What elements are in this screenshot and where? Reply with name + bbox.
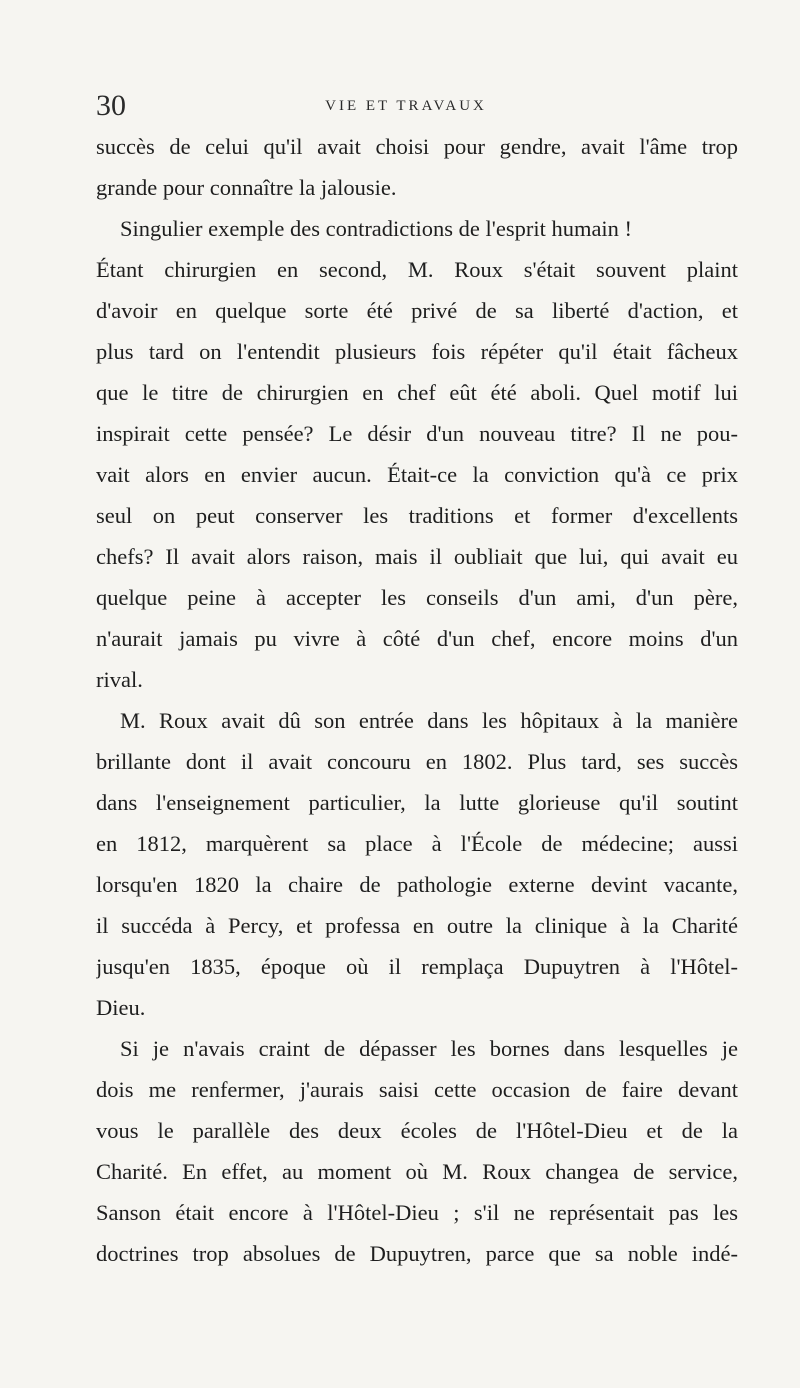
- text-line: il succéda à Percy, et professa en outre la clinique à la Charité: [96, 913, 738, 938]
- text-line: dois me renfermer, j'aurais saisi cette occasion de faire devant: [96, 1077, 738, 1102]
- text-line: Si je n'avais craint de dépasser les bornes dans lesquelles je: [120, 1036, 738, 1061]
- text-line: brillante dont il avait concouru en 1802. Plus tard, ses succès: [96, 749, 738, 774]
- text-line: succès de celui qu'il avait choisi pour gendre, avait l'âme trop: [96, 134, 738, 159]
- text-line: n'aurait jamais pu vivre à côté d'un chef, encore moins d'un: [96, 626, 738, 651]
- text-line: d'avoir en quelque sorte été privé de sa liberté d'action, et: [96, 298, 738, 323]
- text-line: Sanson était encore à l'Hôtel-Dieu ; s'il ne représentait pas les: [96, 1200, 738, 1225]
- text-line: en 1812, marquèrent sa place à l'École de médecine; aussi: [96, 831, 738, 856]
- text-line: Étant chirurgien en second, M. Roux s'était souvent plaint: [96, 257, 738, 282]
- text-line: jusqu'en 1835, époque où il remplaça Dupuytren à l'Hôtel-: [96, 954, 738, 979]
- text-line: Charité. En effet, au moment où M. Roux changea de service,: [96, 1159, 738, 1184]
- text-line: que le titre de chirurgien en chef eût été aboli. Quel motif lui: [96, 380, 738, 405]
- text-line: vous le parallèle des deux écoles de l'Hôtel-Dieu et de la: [96, 1118, 738, 1143]
- body-text: [96, 126, 738, 1274]
- text-line: quelque peine à accepter les conseils d'un ami, d'un père,: [96, 585, 738, 610]
- text-line: vait alors en envier aucun. Était-ce la conviction qu'à ce prix: [96, 462, 738, 487]
- text-line: rival.: [96, 667, 143, 692]
- text-line: grande pour connaître la jalousie.: [96, 175, 397, 200]
- text-line: plus tard on l'entendit plusieurs fois répéter qu'il était fâcheux: [96, 339, 738, 364]
- text-line: seul on peut conserver les traditions et former d'excellents: [96, 503, 738, 528]
- text-line: doctrines trop absolues de Dupuytren, parce que sa noble indé-: [96, 1241, 738, 1266]
- text-line: lorsqu'en 1820 la chaire de pathologie externe devint vacante,: [96, 872, 738, 897]
- page-header: [96, 86, 716, 126]
- running-head: VIE ET TRAVAUX: [325, 98, 487, 114]
- text-line: Singulier exemple des contradictions de l'esprit humain !: [120, 216, 633, 241]
- text-line: Dieu.: [96, 995, 146, 1020]
- page-number: 30: [96, 89, 126, 122]
- text-line: dans l'enseignement particulier, la lutte glorieuse qu'il soutint: [96, 790, 738, 815]
- text-line: M. Roux avait dû son entrée dans les hôpitaux à la manière: [120, 708, 738, 733]
- text-line: chefs? Il avait alors raison, mais il oubliait que lui, qui avait eu: [96, 544, 738, 569]
- text-line: inspirait cette pensée? Le désir d'un nouveau titre? Il ne pou-: [96, 421, 738, 446]
